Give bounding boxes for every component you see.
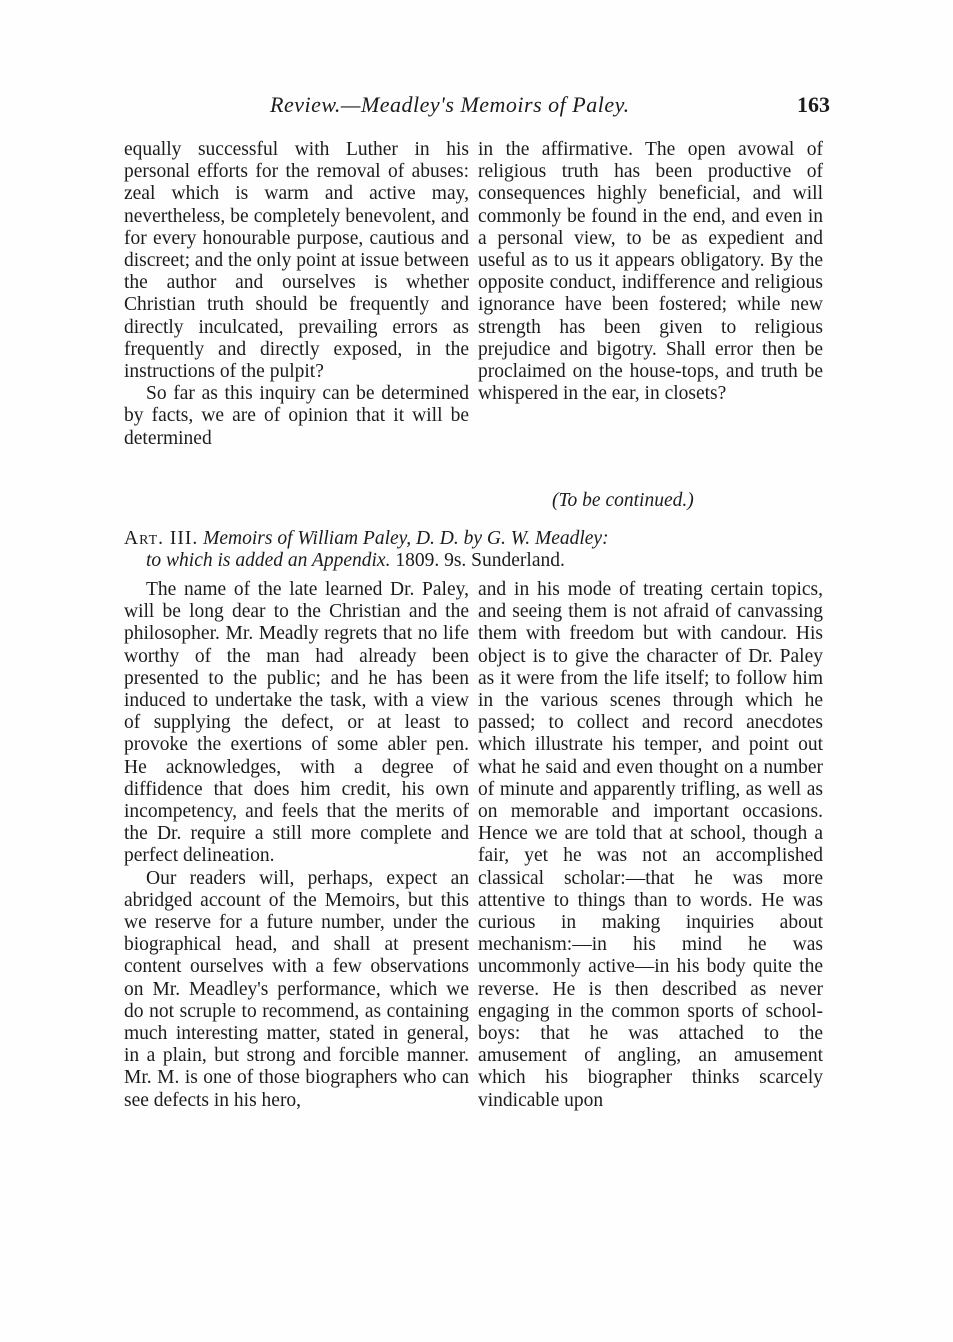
top-right-column — [478, 139, 823, 405]
article-subtitle: to which is added an Appendix. — [146, 550, 391, 571]
top-left-column — [124, 139, 469, 450]
paragraph: in the affirmative. The open avowal of religious truth has been productive of consequences highly beneficial, and will commonly be found in the end, and even in a personal view, to be as expedient and useful as to us it appears obligatory. By the opposite conduct, indifference and religious ignorance have been fostered; while new strength has been given to religious prejudice and bigotry. Shall error then be proclaimed on the house-tops, and truth be whispered in the ear, in closets? — [478, 139, 823, 405]
running-title: Review.—Meadley's Memoirs of Paley. — [270, 92, 630, 117]
bottom-left-column — [124, 579, 469, 1112]
page-number: 163 — [797, 92, 830, 117]
paragraph: The name of the late learned Dr. Paley, will be long dear to the Christian and the philosopher. Mr. Meadly regrets that no life worthy of the man had already been presented to the public; and he has been induced to undertake the task, with a view of supplying the defect, or at least to provoke the exertions of some abler pen. He acknowledges, with a degree of diffidence that does him credit, his own incompetency, and feels that the merits of the Dr. require a still more complete and perfect delineation. — [124, 579, 469, 867]
paragraph: Our readers will, perhaps, expect an abridged account of the Memoirs, but this we reserve for a future number, under the biographical head, and shall at present content ourselves with a few observations on Mr. Meadley's performance, which we do not scruple to recommend, as containing much interesting matter, stated in general, in a plain, but strong and forcible manner. Mr. M. is one of those biographers who can see defects in his hero, — [124, 867, 469, 1111]
article-heading-line-2 — [124, 550, 824, 572]
article-year: 1809. — [395, 550, 440, 571]
article-price: 9s. — [444, 550, 467, 571]
paragraph: and in his mode of treating certain topics, and seeing them is not afraid of canvassing them with freedom but with candour. His object is to give the character of Dr. Paley as it were from the life itself; to follow him in the various scenes through which he passed; to collect and record anecdotes which illustrate his temper, and point out what he said and even thought on a number of minute and apparently trifling, as well as on memorable and important occasions. Hence we are told that at school, though a fair, yet he was not an accomplished classical scholar:—that he was more attentive to things than to words. He was curious in making inquiries about mechanism:—in his mind he was uncommonly active—in his body quite the reverse. He is then described as never engaging in the common sports of school-boys: that he was attached to the amusement of angling, an amusement which his biographer thinks scarcely vindicable upon — [478, 579, 823, 1111]
article-title: Memoirs of William Paley, D. D. by G. W. Meadley: — [203, 528, 609, 549]
article-place: Sunderland. — [471, 550, 565, 571]
article-heading — [124, 528, 824, 572]
paragraph: equally successful with Luther in his personal efforts for the removal of abuses: zeal which is warm and active may, nevertheless, be completely benevolent, and for every honourable purpose, cautious and discreet; and the only point at issue between the author and ourselves is whether Christian truth should be frequently and directly inculcated, prevailing errors as frequently and directly exposed, in the instructions of the pulpit? — [124, 139, 469, 383]
bottom-right-column — [478, 579, 823, 1112]
to-be-continued-note: (To be continued.) — [552, 490, 694, 511]
running-head — [120, 92, 830, 122]
article-label: Art. III. — [124, 528, 199, 549]
paragraph: So far as this inquiry can be determined by facts, we are of opinion that it will be determined — [124, 383, 469, 449]
article-heading-line-1 — [124, 528, 824, 550]
